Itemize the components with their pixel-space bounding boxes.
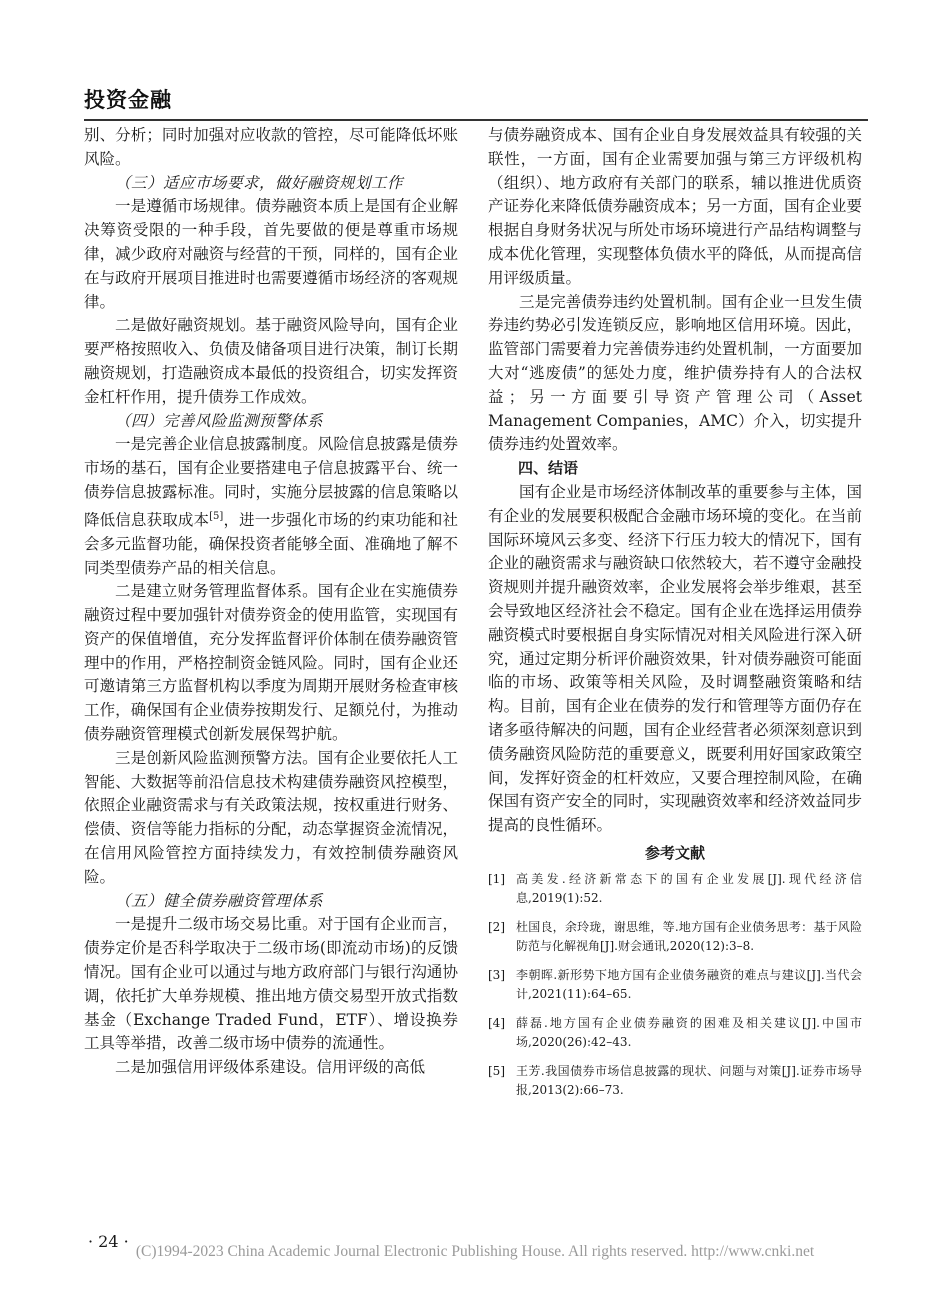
paragraph: 三是完善债券违约处置机制。国有企业一旦发生债券违约势必引发连锁反应，影响地区信用环境。因此，监管部门需要着力完善债券违约处置机制，一方面要加大对“逃废债”的惩处力度，维护债券持有人的合法权益；另一方面要引导资产管理公司（Asset Management Companies，AMC）介入，切实提升债券违约处置效率。 [488, 292, 862, 454]
page-number: · 24 · [88, 1232, 129, 1251]
reference-item [488, 966, 862, 1004]
paragraph: 二是建立财务管理监督体系。国有企业在实施债券融资过程中要加强针对债券资金的使用监管，实现国有资产的保值增值，充分发挥监督评价体制在债券融资管理中的作用，严格控制资金链风险。同时，国有企业还可邀请第三方监督机构以季度为周期开展财务检查审核工作，确保国有企业债券按期发行、足额兑付，为推动债券融资管理模式创新发展保驾护航。 [84, 582, 458, 744]
reference-item [488, 1014, 862, 1052]
paragraph-with-citation [84, 433, 458, 580]
left-column [84, 124, 458, 1080]
copyright-watermark: (C)1994-2023 China Academic Journal Electronic Publishing House. All rights reserved. http://www.cnki.net [135, 1243, 815, 1260]
paragraph-text: ，进一步强化市场的约束功能和社会多元监督功能，确保投资者能够全面、准确地了解不同类型债券产品的相关信息。 [84, 510, 458, 577]
references-title: 参考文献 [644, 843, 705, 862]
paragraph: 三是创新风险监测预警方法。国有企业要依托人工智能、大数据等前沿信息技术构建债券融资风控模型，依照企业融资需求与有关政策法规，按权重进行财务、偿债、资信等能力指标的分配，动态掌握资金流情况，在信用风险管控方面持续发力，有效控制债券融资风险。 [84, 748, 458, 886]
reference-list [488, 870, 862, 1100]
reference-item [488, 1062, 862, 1100]
paragraph: 国有企业是市场经济体制改革的重要参与主体，国有企业的发展要积极配合金融市场环境的变化。在当前国际环境风云多变、经济下行压力较大的情况下，国有企业的融资需求与融资缺口依然较大，若不遵守金融投资规则并提升融资效率，企业发展将会举步维艰，甚至会导致地区经济社会不稳定。国有企业在选择运用债券融资模式时要根据自身实际情况对相关风险进行深入研究，通过定期分析评价融资效果，针对债券融资可能面临的市场、政策等相关风险，及时调整融资策略和结构。目前，国有企业在债券的发行和管理等方面仍存在诸多亟待解决的问题，国有企业经营者必须深刻意识到债务融资风险防范的重要意义，既要利用好国家政策空间，发挥好资金的杠杆效应，又要合理控制风险，在确保国有资产安全的同时，实现融资效率和经济效益同步提高的良性循环。 [488, 482, 862, 835]
citation-link[interactable]: [5] [209, 510, 224, 522]
header-divider [84, 119, 868, 121]
journal-section-title: 投资金融 [84, 88, 172, 112]
paragraph-text: 一是完善企业信息披露制度。风险信息披露是债券市场的基石，国有企业要搭建电子信息披露平台、统一债券信息披露标准。同时，实施分层披露的信息策略以降低信息获取成本 [84, 435, 458, 529]
paragraph: 二是做好融资规划。基于融资风险导向，国有企业要严格按照收入、负债及储备项目进行决策，制订长期融资规划，打造融资成本最低的投资组合，切实发挥资金杠杆作用，提升债券工作成效。 [84, 316, 458, 406]
reference-number: [3] [488, 967, 505, 982]
reference-number: [1] [488, 871, 505, 886]
reference-text: 李朝晖.新形势下地方国有企业债务融资的难点与建议[J].当代会计,2021(11):64–65. [516, 967, 862, 1001]
paragraph: 别、分析；同时加强对应收款的管控，尽可能降低坏账风险。 [84, 126, 458, 168]
paragraph: 一是遵循市场规律。债券融资本质上是国有企业解决筹资受限的一种手段，首先要做的便是尊重市场规律，减少政府对融资与经营的干预，同样的，国有企业在与政府开展项目推进时也需要遵循市场经济的客观规律。 [84, 197, 458, 311]
paragraph: 一是提升二级市场交易比重。对于国有企业而言，债券定价是否科学取决于二级市场(即流动市场)的反馈情况。国有企业可以通过与地方政府部门与银行沟通协调，依托扩大单券规模、推出地方债交易型开放式指数基金（Exchange Traded Fund，ETF）、增设换券工具等举措，改善二级市场中债券的流通性。 [84, 915, 458, 1053]
subsection-heading-3: （三）适应市场要求，做好融资规划工作 [115, 173, 404, 192]
reference-number: [4] [488, 1015, 505, 1030]
reference-item [488, 918, 862, 956]
paragraph: 二是加强信用评级体系建设。信用评级的高低 [115, 1058, 426, 1077]
reference-text: 薛磊.地方国有企业债券融资的困难及相关建议[J].中国市场,2020(26):42–43. [516, 1015, 862, 1049]
subsection-heading-5: （五）健全债券融资管理体系 [115, 891, 324, 910]
reference-text: 杜国良，余玲珑，谢思维，等.地方国有企业债务思考：基于风险防范与化解视角[J].财会通讯,2020(12):3–8. [516, 919, 862, 953]
reference-number: [2] [488, 919, 505, 934]
reference-text: 高美发.经济新常态下的国有企业发展[J].现代经济信息,2019(1):52. [516, 871, 862, 905]
section-heading-conclusion: 四、结语 [518, 459, 579, 478]
reference-text: 王芳.我国债券市场信息披露的现状、问题与对策[J].证券市场导报,2013(2):66–73. [516, 1063, 862, 1097]
reference-number: [5] [488, 1063, 505, 1078]
right-column [488, 124, 862, 1110]
subsection-heading-4: （四）完善风险监测预警体系 [115, 411, 324, 430]
paragraph: 与债券融资成本、国有企业自身发展效益具有较强的关联性，一方面，国有企业需要加强与第三方评级机构（组织）、地方政府有关部门的联系，辅以推进优质资产证券化来降低债券融资成本；另一方面，国有企业要根据自身财务状况与所处市场环境进行产品结构调整与成本优化管理，实现整体负债水平的降低，从而提高信用评级质量。 [488, 126, 862, 287]
reference-item [488, 870, 862, 908]
